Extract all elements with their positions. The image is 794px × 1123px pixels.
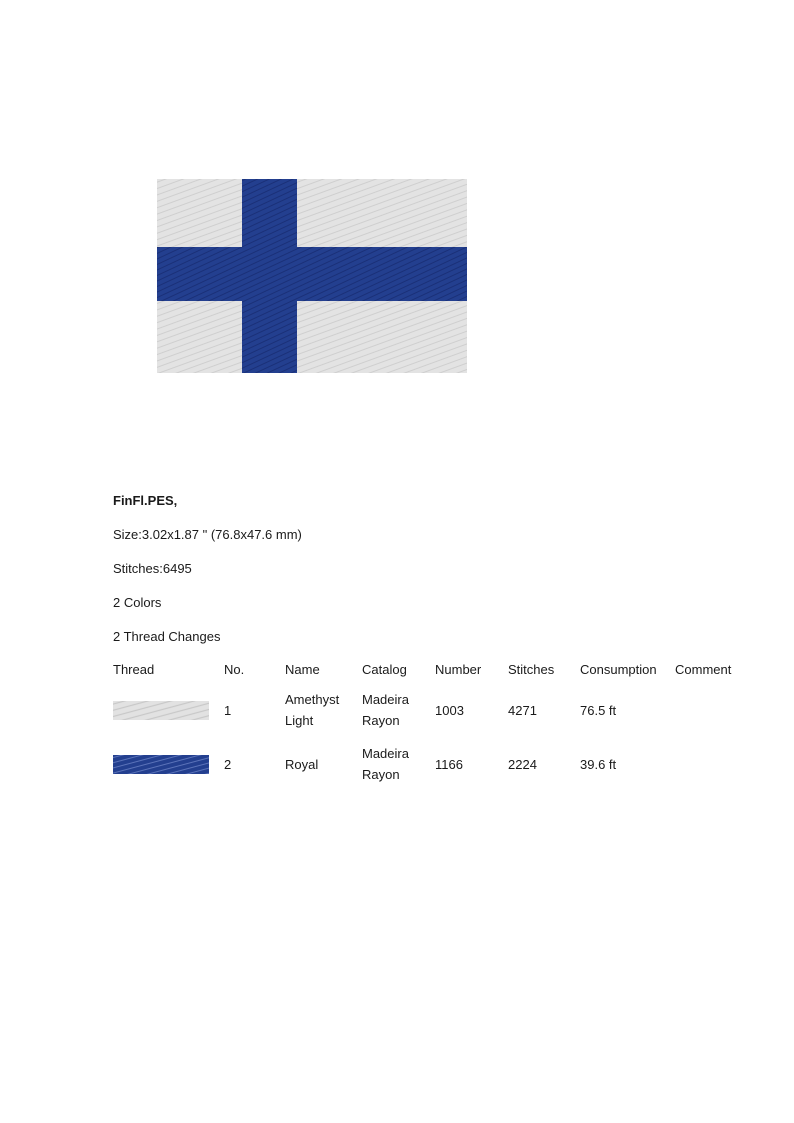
design-filename: FinFl.PES,: [113, 493, 178, 508]
thread-catalog: [362, 737, 435, 791]
thread-catalog: [362, 683, 435, 737]
thread-swatch-blue: [113, 755, 209, 774]
thread-catalog-line1: Madeira: [362, 746, 409, 761]
thread-number: 1166: [435, 756, 463, 772]
thread-name-line2: Light: [285, 713, 314, 728]
thread-catalog-line2: Rayon: [362, 713, 400, 728]
table-row: [113, 737, 745, 791]
thread-comment: [675, 737, 745, 791]
thread-comment: [675, 683, 745, 737]
thread-no: 2: [224, 756, 232, 772]
thread-table: [113, 659, 745, 791]
header-number: Number: [435, 662, 482, 677]
flag-cross-vertical: [242, 179, 297, 373]
finland-flag-embroidery-preview: [157, 179, 467, 373]
thread-name-line1: Amethyst: [285, 692, 340, 707]
thread-number: 1003: [435, 702, 464, 718]
header-catalog: Catalog: [362, 662, 407, 677]
thread-swatch-white: [113, 701, 209, 720]
header-name: Name: [285, 662, 320, 677]
thread-name: [285, 737, 362, 791]
design-size: Size:3.02x1.87 " (76.8x47.6 mm): [113, 527, 302, 542]
design-thread-changes: 2 Thread Changes: [113, 629, 221, 644]
thread-consumption: 39.6 ft: [580, 756, 617, 772]
header-thread: Thread: [113, 662, 155, 677]
header-stitches: Stitches: [508, 662, 555, 677]
flag-image: [157, 179, 467, 373]
thread-name-line1: Royal: [285, 756, 319, 772]
thread-stitches: 4271: [508, 702, 537, 718]
thread-no: 1: [224, 702, 232, 718]
thread-name: [285, 683, 362, 737]
thread-table-header: [113, 659, 745, 683]
design-colors: 2 Colors: [113, 595, 162, 610]
thread-consumption: 76.5 ft: [580, 702, 617, 718]
header-consumption: Consumption: [580, 662, 657, 677]
header-no: No.: [224, 662, 245, 677]
thread-catalog-line2: Rayon: [362, 767, 400, 782]
thread-swatch-cell: [113, 683, 224, 737]
thread-stitches: 2224: [508, 756, 537, 772]
flag-cross-horizontal: [157, 247, 467, 301]
table-row: [113, 683, 745, 737]
thread-catalog-line1: Madeira: [362, 692, 409, 707]
thread-swatch-cell: [113, 737, 224, 791]
design-stitches: Stitches:6495: [113, 561, 192, 576]
header-comment: Comment: [675, 662, 732, 677]
